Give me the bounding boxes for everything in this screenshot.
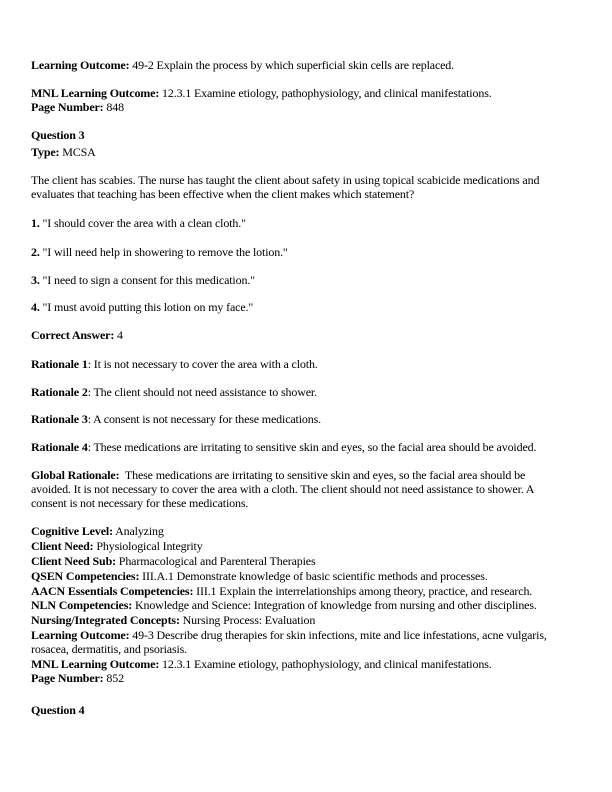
field-label: MNL Learning Outcome: (31, 657, 160, 671)
cognitive-level (31, 524, 164, 539)
field-value: 12.3.1 Examine etiology, pathophysiology, and clinical manifestations. (159, 86, 492, 100)
field-label: QSEN Competencies: (31, 569, 140, 583)
aacn-competencies (31, 584, 532, 599)
field-value: 848 (103, 100, 124, 114)
nln-competencies (31, 598, 537, 613)
question-stem-line: The client has scabies. The nurse has taught the client about safety in using topical scabicide medications and (31, 173, 540, 187)
option-number: 4. (31, 300, 40, 314)
field-value: Knowledge and Science: Integration of knowledge from nursing and other disciplines. (132, 598, 537, 612)
rationale-3 (31, 412, 321, 427)
field-value: Analyzing (112, 524, 164, 538)
field-label: AACN Essentials Competencies: (31, 584, 194, 598)
field-label: Global Rationale: (31, 468, 120, 482)
option-text: "I need to sign a consent for this medication." (39, 273, 255, 287)
question-stem-line: evaluates that teaching has been effective when the client makes which statement? (31, 187, 415, 201)
page-number (31, 100, 124, 115)
rationale-text: : These medications are irritating to sensitive skin and eyes, so the facial area should be avoided. (87, 440, 537, 454)
field-value: 4 (114, 328, 123, 342)
question-heading: Question 3 (31, 128, 85, 142)
client-need (31, 539, 203, 554)
field-value: Nursing Process: Evaluation (179, 613, 316, 627)
global-rationale-line: avoided. It is not necessary to cover the area with a cloth. The client should not need assistance to shower. A (31, 482, 535, 496)
field-label: Client Need: (31, 539, 94, 553)
field-label: NLN Competencies: (31, 598, 133, 612)
mnl-learning-outcome (31, 86, 492, 101)
option-number: 3. (31, 273, 40, 287)
correct-answer (31, 328, 123, 343)
field-value: III.A.1 Demonstrate knowledge of basic scientific methods and processes. (139, 569, 488, 583)
learning-outcome (31, 628, 547, 643)
question-heading: Question 4 (31, 703, 85, 717)
rationale-text: : The client should not need assistance to shower. (87, 385, 317, 399)
rationale-label: Rationale 3 (31, 412, 88, 426)
option-text: "I will need help in showering to remove the lotion." (39, 245, 288, 259)
field-label: Page Number: (31, 671, 104, 685)
option-text: "I must avoid putting this lotion on my face." (39, 300, 254, 314)
answer-option-3 (31, 273, 255, 288)
rationale-label: Rationale 4 (31, 440, 88, 454)
answer-option-1 (31, 216, 246, 231)
answer-option-2 (31, 245, 288, 260)
field-label: Nursing/Integrated Concepts: (31, 613, 180, 627)
field-label: Page Number: (31, 100, 104, 114)
question-type (31, 145, 96, 160)
field-label: MNL Learning Outcome: (31, 86, 160, 100)
field-label: Learning Outcome: (31, 58, 130, 72)
global-rationale (31, 468, 525, 483)
rationale-label: Rationale 2 (31, 385, 88, 399)
rationale-text: : A consent is not necessary for these medications. (87, 412, 321, 426)
mnl-learning-outcome (31, 657, 492, 672)
question-4-title (31, 703, 85, 718)
field-value: Pharmacological and Parenteral Therapies (115, 554, 316, 568)
field-value: These medications are irritating to sensitive skin and eyes, so the facial area should be (119, 468, 526, 482)
field-value: 852 (103, 671, 124, 685)
rationale-4 (31, 440, 536, 455)
field-label: Learning Outcome: (31, 628, 130, 642)
rationale-2 (31, 385, 317, 400)
field-label: Type: (31, 145, 60, 159)
option-number: 2. (31, 245, 40, 259)
rationale-text: : It is not necessary to cover the area with a cloth. (87, 357, 318, 371)
field-value: III.1 Explain the interrelationships among theory, practice, and research. (193, 584, 533, 598)
question-3-title (31, 128, 85, 143)
option-text: "I should cover the area with a clean cloth." (39, 216, 246, 230)
field-value: 49-3 Describe drug therapies for skin infections, mite and lice infestations, acne vulgaris, (129, 628, 547, 642)
answer-option-4 (31, 300, 253, 315)
qsen-competencies (31, 569, 488, 584)
learning-outcome (31, 58, 454, 73)
field-value: Physiological Integrity (93, 539, 203, 553)
rationale-1 (31, 357, 318, 372)
rationale-label: Rationale 1 (31, 357, 88, 371)
field-value: 12.3.1 Examine etiology, pathophysiology, and clinical manifestations. (159, 657, 492, 671)
field-label: Correct Answer: (31, 328, 115, 342)
field-label: Client Need Sub: (31, 554, 116, 568)
field-label: Cognitive Level: (31, 524, 113, 538)
global-rationale-line: consent is not necessary for these medications. (31, 496, 249, 510)
field-value: MCSA (59, 145, 96, 159)
option-number: 1. (31, 216, 40, 230)
nursing-concepts (31, 613, 315, 628)
learning-outcome-line: rosacea, dermatitis, and psoriasis. (31, 642, 188, 656)
field-value: 49-2 Explain the process by which superficial skin cells are replaced. (129, 58, 455, 72)
page-number (31, 671, 124, 686)
client-need-sub (31, 554, 316, 569)
